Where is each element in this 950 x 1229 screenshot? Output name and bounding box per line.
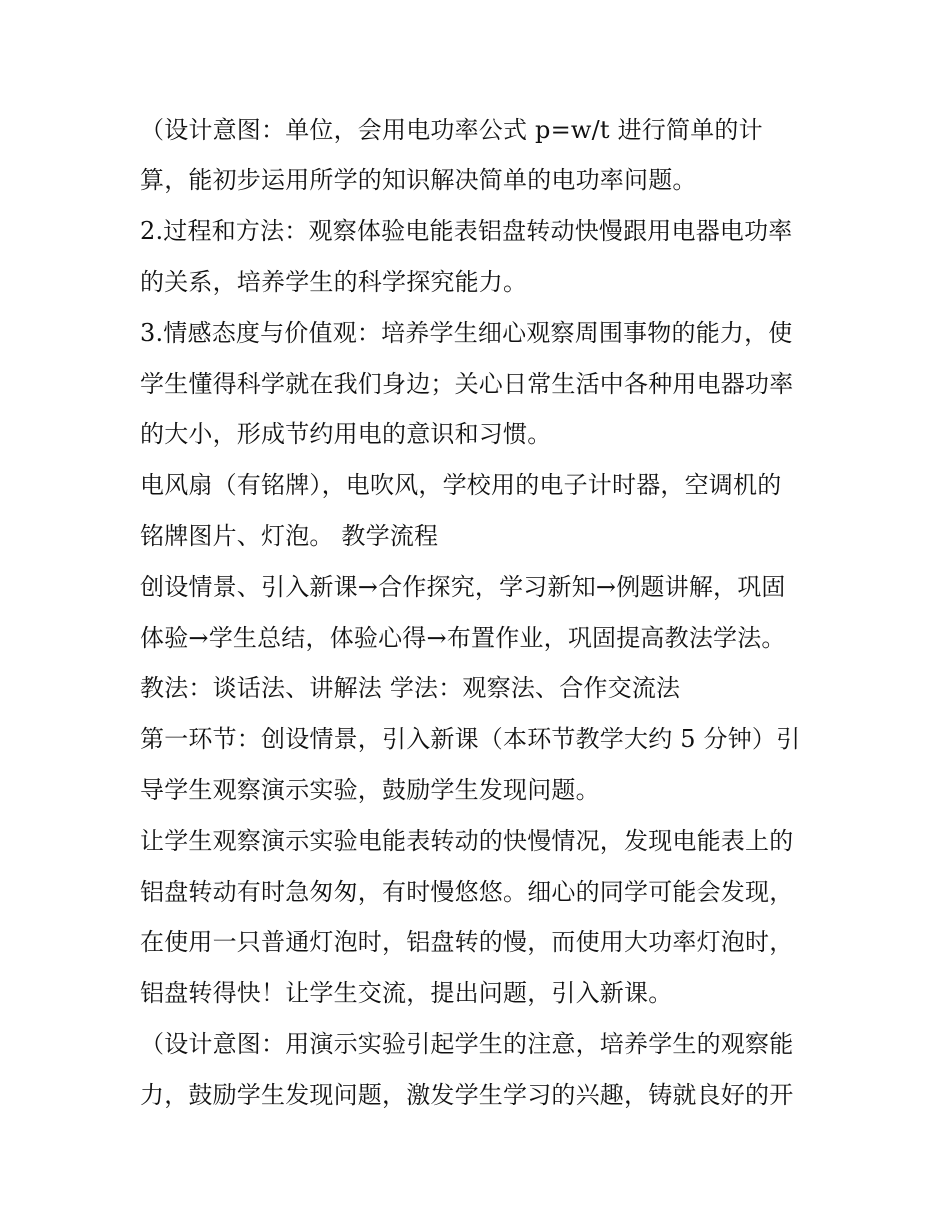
text-line: 第一环节：创设情景，引入新课（本环节教学大约 5 分钟）引 (140, 725, 801, 753)
text-line: 创设情景、引入新课→合作探究，学习新知→例题讲解，巩固 (140, 573, 786, 601)
text-line: 算，能初步运用所学的知识解决简单的电功率问题。 (140, 166, 697, 194)
text-line: 铝盘转得快！让学生交流，提出问题，引入新课。 (140, 979, 673, 1007)
text-line: 的关系，培养学生的科学探究能力。 (140, 268, 528, 296)
text-line: 铭牌图片、灯泡。 教学流程 (140, 522, 439, 550)
text-line: 让学生观察演示实验电能表转动的快慢情况，发现电能表上的 (140, 827, 794, 855)
text-line: 导学生观察演示实验，鼓励学生发现问题。 (140, 776, 600, 804)
text-line: （设计意图：单位，会用电功率公式 p=w/t 进行简单的计 (140, 116, 763, 144)
text-line: （设计意图：用演示实验引起学生的注意，培养学生的观察能 (140, 1030, 794, 1058)
text-line: 3.情感态度与价值观：培养学生细心观察周围事物的能力，使 (140, 319, 793, 347)
text-line: 在使用一只普通灯泡时，铝盘转的慢，而使用大功率灯泡时， (140, 928, 794, 956)
text-line: 的大小，形成节约用电的意识和习惯。 (140, 420, 552, 448)
text-line: 电风扇（有铭牌），电吹风，学校用的电子计时器，空调机的 (140, 471, 782, 499)
text-line: 学生懂得科学就在我们身边；关心日常生活中各种用电器功率 (140, 370, 794, 398)
text-line: 体验→学生总结，体验心得→布置作业，巩固提高教法学法。 (140, 624, 786, 652)
text-line: 力，鼓励学生发现问题，激发学生学习的兴趣，铸就良好的开 (140, 1081, 794, 1109)
text-line: 2.过程和方法：观察体验电能表铝盘转动快慢跟用电器电功率 (140, 217, 793, 245)
text-line: 教法：谈话法、讲解法 学法：观察法、合作交流法 (140, 674, 681, 702)
text-line: 铝盘转动有时急匆匆，有时慢悠悠。细心的同学可能会发现， (140, 878, 794, 906)
